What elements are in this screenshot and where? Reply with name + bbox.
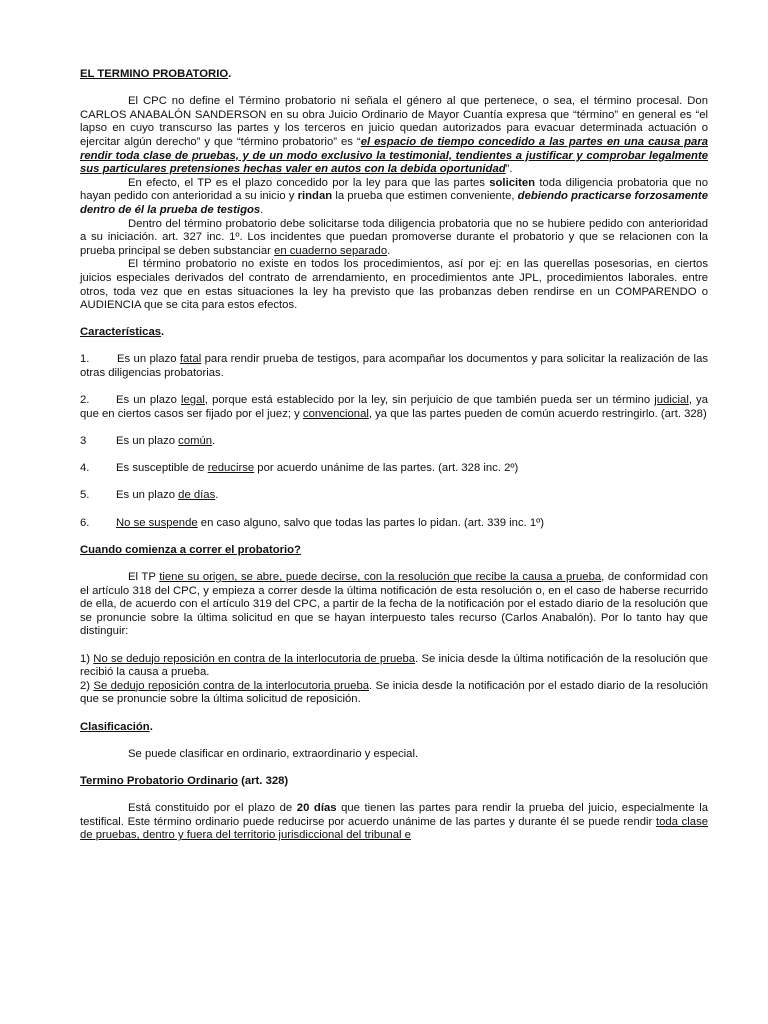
distinction-2: 2) Se dedujo reposición contra de la interlocutoria prueba. Se inicia desde la notificación por el estado diario de la resolución que se pronuncie sobre la última solicitud de reposición. <box>80 679 708 706</box>
distinction-1: 1) No se dedujo reposición en contra de la interlocutoria de prueba. Se inicia desde la última notificación de la resolución que recibió la causa a prueba. <box>80 652 708 679</box>
title-text: EL TERMINO PROBATORIO <box>80 68 229 80</box>
heading-caracteristicas: Características. <box>80 326 165 339</box>
definition-quote: el espacio de tiempo concedido a las partes en una causa para rendir toda clase de pruebas, y de un modo exclusivo la testimonial, tendientes a justificar y comprobar legalmente sus particulares pretensiones hechas valer en autos con la debida oportunidad <box>80 135 708 176</box>
list-item-6: 6. No se suspende en caso alguno, salvo que todas las partes lo pidan. (art. 339 inc. 1º) <box>80 516 545 529</box>
list-item-1: 1. Es un plazo fatal para rendir prueba de testigos, para acompañar los documentos y para solicitar la realización de las otras diligencias probatorias. <box>80 353 709 380</box>
paragraph-ordinario: Está constituido por el plazo de 20 días que tienen las partes para rendir la prueba del juicio, especialmente la testifical. Este término ordinario puede reducirse por acuerdo unánime de las partes y durante él se puede rendir toda clase de pruebas, dentro y fuera del territorio jurisdiccional del tribunal e <box>80 802 708 842</box>
paragraph-intro: El CPC no define el Término probatorio ni señala el género al que pertenece, o sea, el término procesal. Don CARLOS ANABALÓN SANDERSON en su obra Juicio Ordinario de Mayor Cuantía expresa que “término” en general es “el lapso en cuyo transcurso las partes y los terceros en juicio quedan autorizados para evacuar determinada actuación o ejercitar algún derecho” y que “término probatorio” es “el espacio de tiempo concedido a las partes en una causa para rendir toda clase de pruebas, y de un modo exclusivo la testimonial, tendientes a justificar y comprobar legalmente sus particulares pretensiones hechas valer en autos con la debida oportunidad”. <box>80 95 708 176</box>
document-body <box>80 68 708 843</box>
list-item-4: 4. Es susceptible de reducirse por acuerdo unánime de las partes. (art. 328 inc. 2º) <box>80 462 519 475</box>
paragraph-efecto: En efecto, el TP es el plazo concedido por la ley para que las partes soliciten toda diligencia probatoria que no hayan pedido con anterioridad a su inicio y rindan la prueba que estimen conveniente, debiendo practicarse forzosamente dentro de él la prueba de testigos. <box>80 176 708 216</box>
paragraph-clasificacion: Se puede clasificar en ordinario, extraordinario y especial. <box>128 747 419 760</box>
document-title: EL TERMINO PROBATORIO. <box>80 68 232 80</box>
heading-termino-ordinario: Termino Probatorio Ordinario (art. 328) <box>80 774 289 787</box>
list-item-2: 2. Es un plazo legal, porque está establecido por la ley, sin perjuicio de que también pueda ser un término judicial, ya que en ciertos casos ser fijado por el juez; y convencional, ya que las partes pueden de común acuerdo restringirlo. (art. 328) <box>80 394 708 420</box>
heading-clasificacion: Clasificación. <box>80 720 153 733</box>
paragraph-cuando: El TP tiene su origen, se abre, puede decirse, con la resolución que recibe la causa a prueba, de conformidad con el artículo 318 del CPC, y empieza a correr desde la última notificación de esta resolución o, en el caso de haberse recurrido de ella, de acuerdo con el artículo 319 del CPC, a partir de la fecha de la notificación por el estado diario de la resolución que se pronuncie sobre la última solicitud en que se hayan interpuesto tales recurso (Carlos Anabalón). Por lo tanto hay que distinguir: <box>80 570 708 638</box>
list-item-5: 5. Es un plazo de días. <box>80 489 219 502</box>
heading-cuando-comienza: Cuando comienza a correr el probatorio? <box>80 543 301 556</box>
paragraph-dentro: Dentro del término probatorio debe solicitarse toda diligencia probatoria que no se hubiere pedido con anterioridad a su iniciación. art. 327 inc. 1º. Los incidentes que puedan promoverse durante el probatorio y que se relacionen con la prueba principal se deben substanciar en cuaderno separado. <box>80 217 708 257</box>
list-item-3: 3 Es un plazo común. <box>80 435 216 448</box>
paragraph-no-existe: El término probatorio no existe en todos los procedimientos, así por ej: en las querellas posesorias, en ciertos juicios especiales derivados del contrato de arrendamiento, en procedimientos ante JPL, procedimientos laborales. entre otros, toda vez que en estas situaciones la ley ha previsto que las probanzas deben rendirse en un COMPARENDO o AUDIENCIA que se cita para estos efectos. <box>80 258 708 312</box>
